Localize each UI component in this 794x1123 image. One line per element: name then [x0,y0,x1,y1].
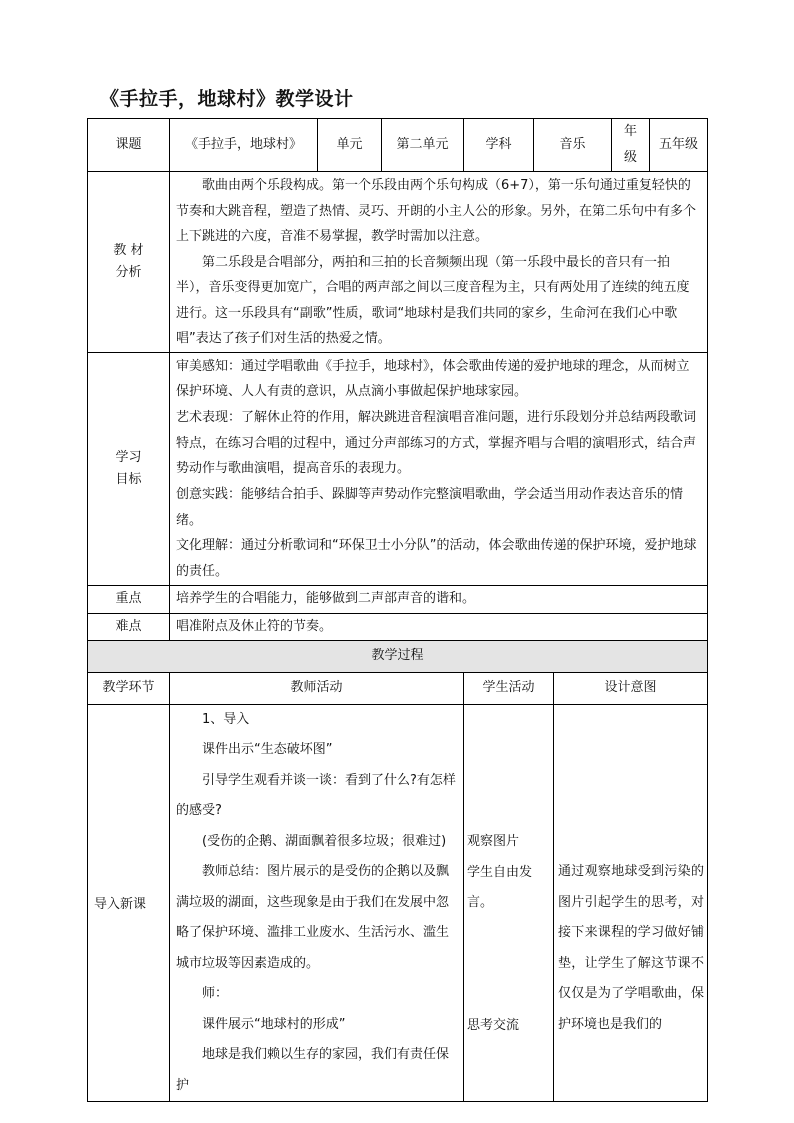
objectives-row [88,352,708,585]
analysis-paragraph-1: 歌曲由两个乐段构成。第一个乐段由两个乐句构成（6+7），第一乐句通过重复轻快的节奏和大跳音程，塑造了热情、灵巧、开朗的小主人公的形象。另外，在第二乐句中有多个上下跳进的六度，音准不易掌握，教学时需加以注意。 [176,178,697,244]
difficulty-row [88,613,708,640]
student-line-1: 观察图片 [467,834,520,850]
subject-label: 学科 [464,119,534,172]
analysis-label-line-1: 教 材 [113,242,144,258]
difficulty-label: 难点 [88,613,170,640]
objectives-label-line-1: 学习 [115,449,142,465]
topic-label: 课题 [88,119,170,172]
objectives-content [170,352,708,585]
teacher-line-8: 地球是我们赖以生存的家园，我们有责任保护 [176,1047,450,1093]
unit-value: 第二单元 [382,119,464,172]
process-row [88,704,708,1102]
design-intent-text: 通过观察地球受到污染的图片引起学生的思考，对接下来课程的学习做好铺垫，让学生了解这节课不仅仅是为了学唱歌曲，保护环境也是我们的 [558,864,704,1032]
key-point-text: 培养学生的合唱能力，能够做到二声部声音的谐和。 [170,585,708,613]
grade-label: 年级 [612,119,650,172]
grade-value: 五年级 [650,119,708,172]
teacher-line-2: 课件出示“生态破坏图” [202,742,333,758]
key-point-label: 重点 [88,585,170,613]
design-intent-cell [554,704,708,1102]
info-row [88,119,708,172]
header-design: 设计意图 [554,672,708,704]
objective-creative: 创意实践：能够结合拍手、跺脚等声势动作完整演唱歌曲，学会适当用动作表达音乐的情绪。 [176,487,684,528]
teacher-line-7: 课件展示“地球村的形成” [202,1016,346,1032]
analysis-row [88,172,708,353]
objective-aesthetic: 审美感知：通过学唱歌曲《手拉手，地球村》，体会歌曲传递的爱护地球的理念，从而树立保护环境、人人有责的意识，从点滴小事做起保护地球家园。 [176,358,690,400]
process-section-row [88,640,708,672]
subject-value: 音乐 [534,119,612,172]
teacher-line-5: 教师总结：图片展示的是受伤的企鹅以及飘满垃圾的湖面，这些现象是由于我们在发展中忽略了保护环境、滥排工业废水、生活污水、滥生城市垃圾等因素造成的。 [176,864,450,971]
teacher-line-1: 1、导入 [202,711,250,727]
analysis-paragraph-2: 第二乐段是合唱部分，两拍和三拍的长音频频出现（第一乐段中最长的音只有一拍半），音乐变得更加宽广，合唱的两声部之间以三度音程为主，只有两处用了连续的纯五度进行。这一乐段具有“副歌”性质，歌词“地球村是我们共同的家乡，生命河在我们心中歌唱”表达了孩子们对生活的热爱之情。 [176,254,690,346]
key-point-row [88,585,708,613]
process-section-title: 教学过程 [88,640,708,672]
analysis-label [88,172,170,353]
objectives-label [88,352,170,585]
analysis-label-line-2: 分析 [115,264,142,280]
analysis-content [170,172,708,353]
header-stage: 教学环节 [88,672,170,704]
objectives-label-line-2: 目标 [115,471,142,487]
teacher-line-4: (受伤的企鹅、湖面飘着很多垃圾；很难过) [202,833,447,849]
stage-cell: 导入新课 [88,704,170,1102]
topic-value: 《手拉手，地球村》 [170,119,318,172]
process-header-row [88,672,708,704]
objective-culture: 文化理解：通过分析歌词和“环保卫士小分队”的活动，体会歌曲传递的保护环境，爱护地球的责任。 [176,538,697,580]
page-title: 《手拉手，地球村》教学设计 [100,88,354,110]
student-activity-cell [464,704,554,1102]
header-student: 学生活动 [464,672,554,704]
student-line-3: 思考交流 [467,1017,520,1033]
teacher-activity-cell [170,704,464,1102]
header-teacher: 教师活动 [170,672,464,704]
teacher-line-3: 引导学生观看并谈一谈：看到了什么?有怎样的感受? [176,772,456,819]
unit-label: 单元 [318,119,382,172]
teacher-line-6: 师： [202,986,229,1002]
objective-expression: 艺术表现：了解休止符的作用，解决跳进音程演唱音准问题，进行乐段划分并总结两段歌词特点，在练习合唱的过程中，通过分声部练习的方式，掌握齐唱与合唱的演唱形式，结合声势动作与歌曲演唱，提高音乐的表现力。 [176,409,697,477]
difficulty-text: 唱准附点及休止符的节奏。 [170,613,708,640]
student-line-2: 学生自由发言。 [467,864,533,911]
lesson-plan-table [87,118,708,1102]
